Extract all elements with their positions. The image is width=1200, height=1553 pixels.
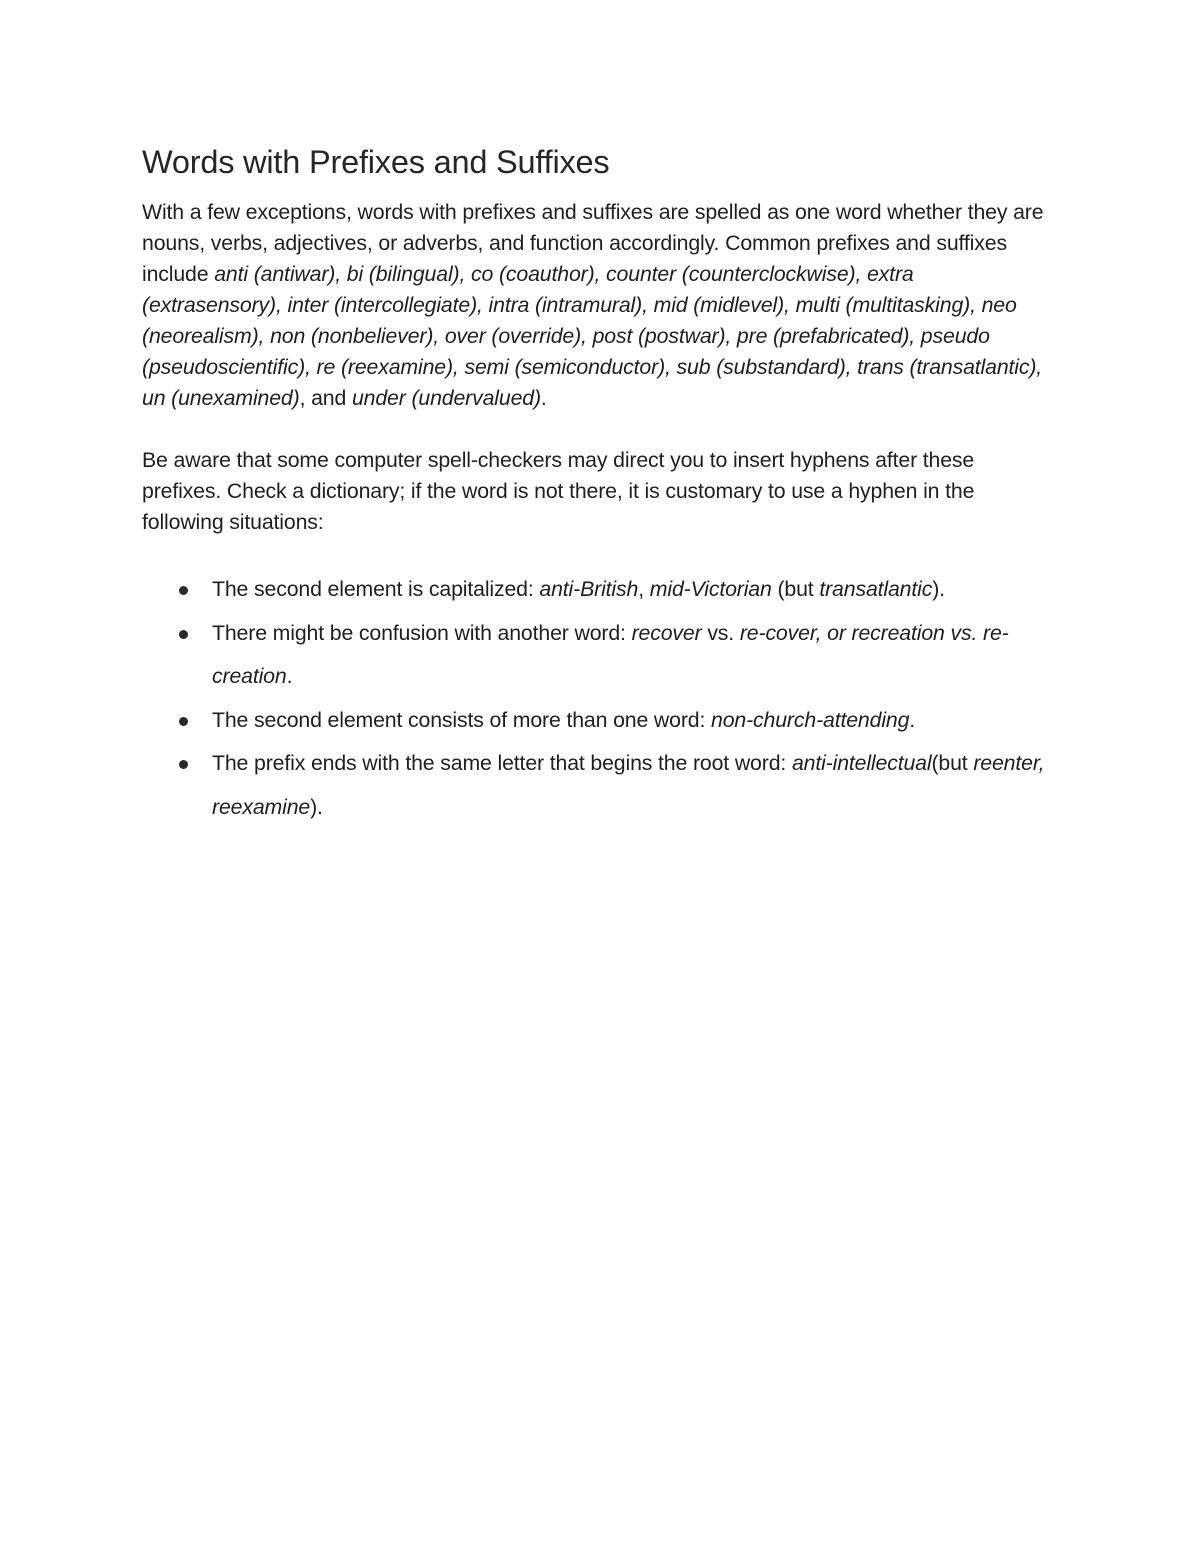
bullet-icon bbox=[179, 630, 188, 639]
prefix-under-italic: under (undervalued) bbox=[351, 386, 541, 410]
bullet-icon bbox=[179, 760, 188, 769]
period-text: . bbox=[540, 386, 547, 410]
intro-paragraph bbox=[142, 197, 1052, 414]
list-item bbox=[142, 612, 1052, 699]
bullet-example: transatlantic bbox=[819, 577, 933, 601]
bullet-example: anti-intellectual bbox=[791, 751, 932, 775]
bullet-example: non-church-attending bbox=[711, 707, 910, 732]
bullet-sep: vs. bbox=[701, 620, 740, 645]
bullet-example: reenter, reexamine bbox=[212, 751, 1045, 819]
bullet-example: re-cover, or recreation vs. re-creation bbox=[212, 620, 1009, 688]
bullet-lead: The second element is capitalized: bbox=[212, 577, 540, 601]
bullet-example: mid-Victorian bbox=[649, 577, 772, 601]
bullet-lead: There might be confusion with another word: bbox=[212, 620, 632, 645]
bullet-icon bbox=[179, 586, 188, 595]
bullet-sep: , bbox=[638, 577, 650, 601]
list-item bbox=[142, 699, 1052, 743]
bullet-example: anti-British bbox=[539, 577, 639, 601]
page-title: Words with Prefixes and Suffixes bbox=[142, 144, 610, 180]
bullet-mid: (but bbox=[771, 577, 820, 601]
spellcheck-paragraph: Be aware that some computer spell-checkers may direct you to insert hyphens after these prefixes. Check a dictionary; if the word is not there, it is customary to use a hyphen in the following situations: bbox=[142, 448, 975, 534]
bullet-lead: The second element consists of more than one word: bbox=[212, 707, 712, 732]
list-item bbox=[142, 568, 1052, 612]
bullet-end: ). bbox=[932, 577, 945, 601]
bullet-end: ). bbox=[310, 794, 323, 819]
intro-text: With a few exceptions, words with prefixes and suffixes are spelled as one word whether they are nouns, verbs, adjectives, or adverbs, and function accordingly. Common prefixes and suffixes include bbox=[142, 200, 1044, 286]
bullet-mid: (but bbox=[931, 751, 974, 775]
and-text: , and bbox=[299, 386, 352, 410]
bullet-example: recover bbox=[631, 620, 702, 645]
bullet-lead: The prefix ends with the same letter that begins the root word: bbox=[212, 751, 792, 775]
bullet-icon bbox=[179, 717, 188, 726]
bullet-end: . bbox=[909, 707, 916, 732]
hyphen-rules-list bbox=[142, 568, 1052, 829]
prefix-list-italic: anti (antiwar), bi (bilingual), co (coauthor), counter (counterclockwise), extra (extrasensory), inter (intercollegiate), intra (intramural), mid (midlevel), multi (multitasking), neo (neorealism), non (nonbeliever), over (override), post (postwar), pre (prefabricated), pseudo (pseudoscientific), re (reexamine), semi (semiconductor), sub (substandard), trans (transatlantic), un (unexamined) bbox=[142, 262, 1043, 410]
list-item bbox=[142, 742, 1052, 829]
bullet-end: . bbox=[286, 664, 293, 688]
document-page bbox=[142, 140, 1052, 829]
